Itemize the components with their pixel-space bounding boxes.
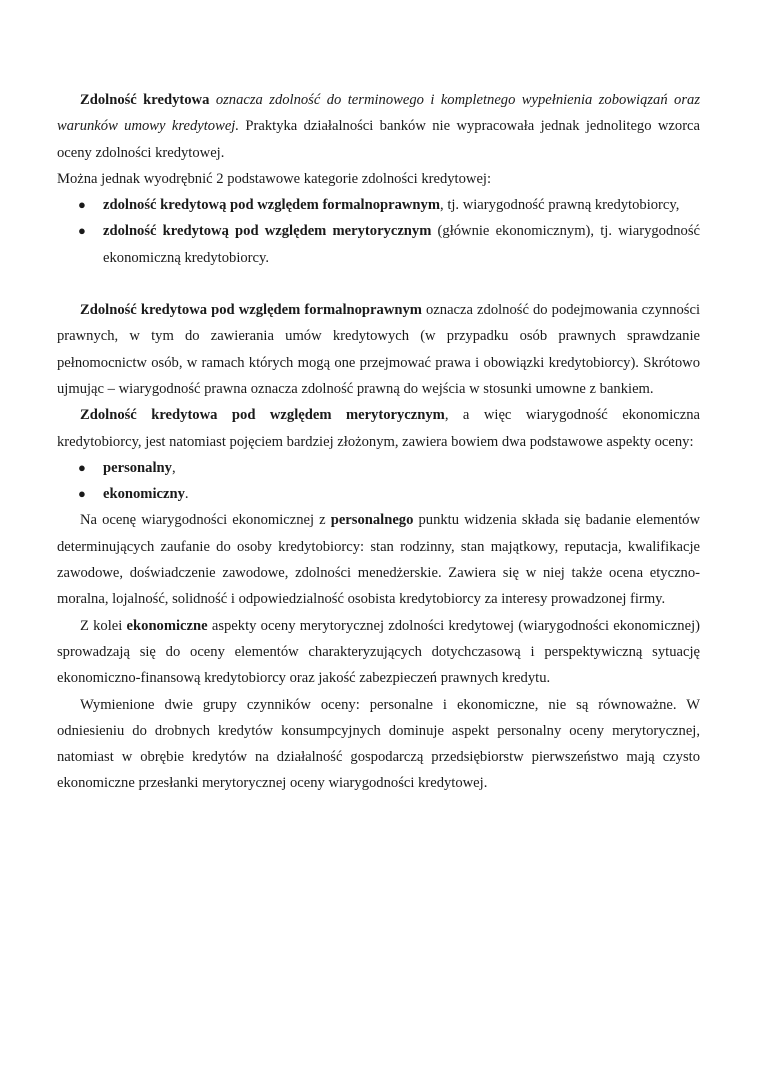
list-item-text: (głównie ekonomicznym), tj. wiarygodność ekonomiczną kredytobiorcy.	[103, 223, 701, 266]
paragraph-conclusion: Wymienione dwie grupy czynników oceny: personalne i ekonomiczne, nie są równoważne. W odniesieniu do drobnych kredytów konsumpcyjnych dominuje aspekt personalny oceny merytorycznej, natomiast w obrębie kredytów na działalność gospodarczą przedsiębiorstw pierwszeństwo mają czysto ekonomiczne przesłanki merytorycznej oceny wiarygodności kredytowej.	[57, 696, 700, 792]
formal-heading-bold: Zdolność kredytowa pod względem formalnoprawnym	[80, 302, 422, 319]
bullet-icon: ●	[78, 223, 86, 239]
list-item	[57, 455, 700, 481]
list-item-text: , tj. wiarygodność prawną kredytobiorcy,	[440, 197, 680, 214]
definition-rest: Praktyka działalności banków nie wypracowała jednak jednolitego wzorca oceny zdolności kredytowej.	[57, 118, 701, 161]
merit-text: , a więc wiarygodność ekonomiczna kredytobiorcy, jest natomiast pojęciem bardziej złożonym, zawiera bowiem dwa podstawowe aspekty oceny:	[57, 407, 700, 450]
bullet-icon: ●	[78, 486, 86, 502]
paragraph-formal	[57, 297, 700, 402]
list-item-bold: personalny	[103, 459, 172, 476]
definition-italic: oznacza zdolność do terminowego i kompletnego wypełnienia zobowiązań oraz warunków umowy kredytowej.	[57, 92, 701, 135]
paragraph-definition	[57, 87, 700, 166]
categories-list	[57, 192, 700, 271]
merit-heading-bold: Zdolność kredytowa pod względem merytorycznym	[80, 407, 445, 424]
formal-text: oznacza zdolność do podejmowania czynności prawnych, w tym do zawierania umów kredytowych (w przypadku osób prawnych sprawdzanie pełnomocnictw osób, w ramach których mogą one przejmować prawa i obowiązki kredytobiorcy). Skrótowo ujmując – wiarygodność prawna oznacza zdolność prawną do wejścia w stosunki umowne z bankiem.	[57, 302, 700, 397]
list-item	[57, 481, 700, 507]
paragraph-categories-intro: Można jednak wyodrębnić 2 podstawowe kategorie zdolności kredytowej:	[57, 170, 492, 187]
paragraph-economic	[57, 613, 700, 692]
list-item-bold: zdolność kredytową pod względem merytorycznym	[103, 223, 432, 240]
aspects-list	[57, 455, 700, 508]
paragraph-merit	[57, 402, 700, 455]
personal-text-b: punktu widzenia składa się badanie elementów determinujących zaufanie do osoby kredytobiorcy: stan rodzinny, stan majątkowy, reputacja, kwalifikacje zawodowe, doświadczenie zawodowe, zdolności menedżerskie. Zawiera się w niej także ocena etyczno-moralna, lojalność, solidność i odpowiedzialność osobista kredytobiorcy za interesy prowadzonej firmy.	[57, 512, 700, 608]
list-item-bold: ekonomiczny	[103, 486, 185, 503]
document-page	[57, 87, 700, 797]
paragraph-spacer	[57, 271, 700, 297]
economic-text-a: Z kolei	[80, 617, 127, 634]
list-item-text: .	[184, 486, 189, 503]
list-item	[57, 218, 700, 271]
personal-bold: personalnego	[330, 512, 414, 529]
term-bold: Zdolność kredytowa	[80, 92, 210, 108]
bullet-icon: ●	[78, 459, 86, 475]
bullet-icon: ●	[78, 197, 86, 213]
list-item-text: ,	[171, 459, 176, 476]
economic-text-b: aspekty oceny merytorycznej zdolności kredytowej (wiarygodności ekonomicznej) sprowadzają się do oceny elementów charakteryzujących dotychczasową i perspektywiczną sytuację ekonomiczno-finansową kredytobiorcy oraz jakość zabezpieczeń prawnych kredytu.	[57, 617, 700, 687]
economic-bold: ekonomiczne	[126, 617, 208, 634]
personal-text-a: Na ocenę wiarygodności ekonomicznej z	[80, 512, 331, 529]
list-item	[57, 192, 700, 218]
paragraph-personal	[57, 507, 700, 612]
list-item-bold: zdolność kredytową pod względem formalnoprawnym	[103, 197, 441, 214]
